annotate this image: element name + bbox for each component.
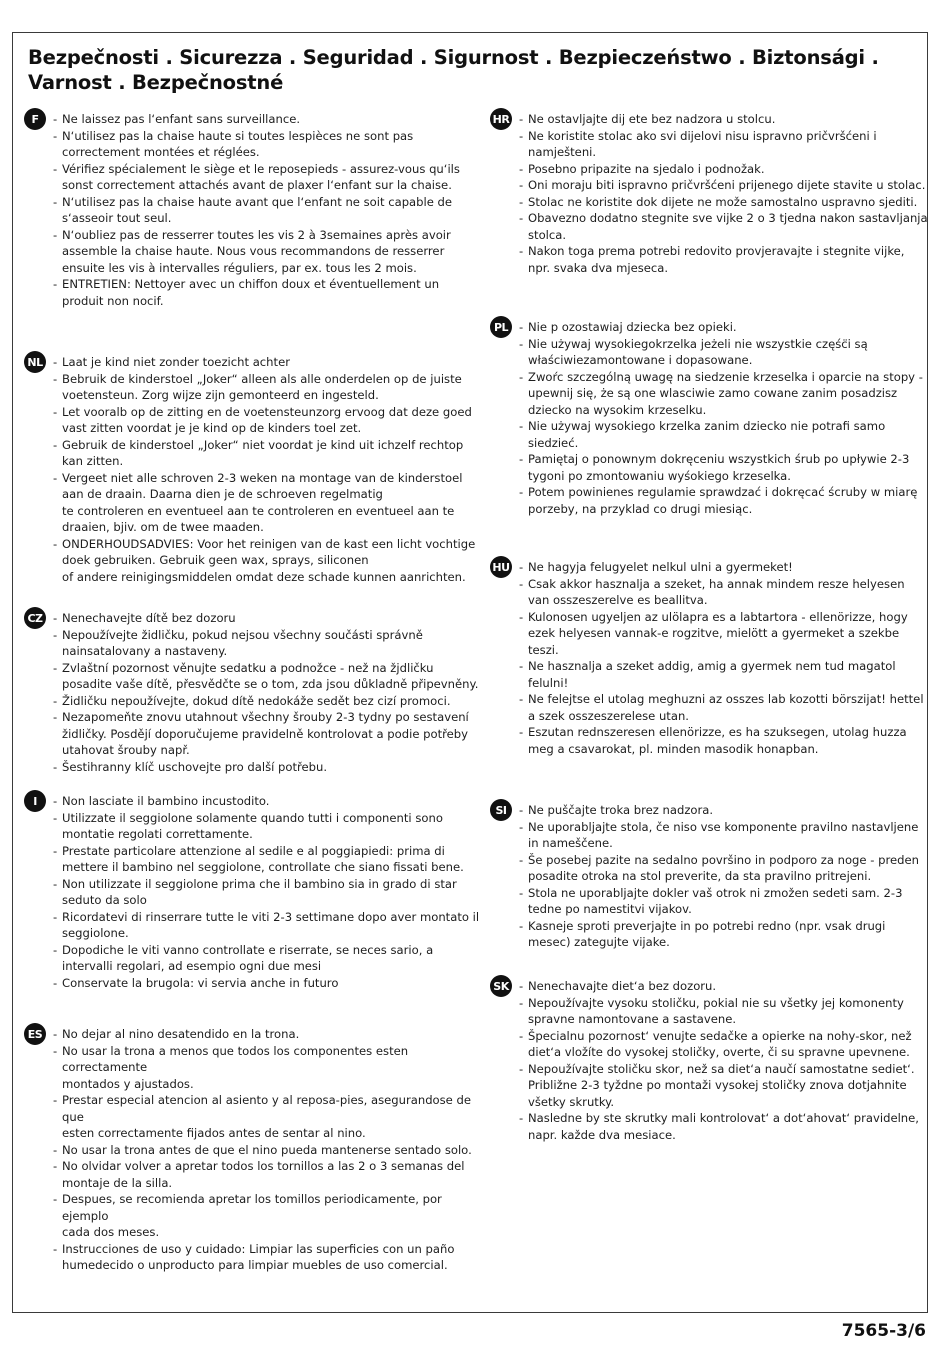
list-item: - Vergeet niet alle schroven 2-3 weken na montage van de kinderstoel aan de draain. Daarna dien je de schroeven regelmatig bbox=[54, 470, 484, 503]
list-item: - Špecialnu pozornost‘ venujte sedačke a opierke na nohy-skor, než diet‘a vložíte do vysokej stoličky, overte, či su spravne upevnene. bbox=[520, 1028, 928, 1061]
list-item: - Stolac ne koristite dok dijete ne može samostalno uspravno sjediti. bbox=[520, 194, 928, 211]
list-item: montados y ajustados. bbox=[62, 1076, 194, 1091]
instruction-list bbox=[520, 978, 928, 1143]
instruction-list bbox=[520, 802, 928, 951]
list-item: - N‘utilisez pas la chaise haute avant que l‘enfant ne soit capable de s‘asseoir tout seul. bbox=[54, 194, 484, 227]
list-item: - Zwoŕc szczególną uwagę na siedzenie krzeselka i oparcie na stopy - upewnij się, że są one wlasciwie zamo cowane zanim posadzisz dziecko na wysokim krzeselku. bbox=[520, 369, 928, 419]
list-item: - ONDERHOUDSADVIES: Voor het reinigen van de kast een licht vochtige doek gebruiken. Gebruik geen wax, sprays, siliconen bbox=[54, 536, 484, 569]
list-item: - Prestate particolare attenzione al sedile e al poggiapiedi: prima di mettere il bambino nel seggiolone, controllate che siano fissati bene. bbox=[54, 843, 484, 876]
list-item: esten correctamente fijados antes de sentar al nino. bbox=[62, 1126, 366, 1140]
list-item: - Non utilizzate il seggiolone prima che il bambino sia in grado di star seduto da solo bbox=[54, 876, 484, 909]
list-item: - Eszutan rednszeresen ellenörizze, es ha szuksegen, utolag huzza meg a csavarokat, pl. minden masodik honapban. bbox=[520, 724, 928, 757]
list-item: - Vérifiez spécialement le siège et le reposepieds - assurez-vous qu‘ils sonst correctement attachés avant de plaxer l‘enfant sur la chaise. bbox=[54, 161, 484, 194]
instruction-list bbox=[54, 111, 484, 309]
instruction-list bbox=[54, 354, 484, 585]
list-item: - Ne hasznalja a szeket addig, amig a gyermek nem tud magatol felulni! bbox=[520, 658, 928, 691]
language-badge: SI bbox=[490, 799, 512, 821]
list-item: - Kulonosen ugyeljen az ulölapra es a labtartora - ellenörizze, hogy ezek helyesen vannak-e rogzitve, mielött a gyermeket a szekbe teszi. bbox=[520, 609, 928, 659]
instruction-list bbox=[54, 1026, 484, 1274]
list-item: - Ne koristite stolac ako svi dijelovi nisu ispravno pričvršćeni i namješteni. bbox=[520, 128, 928, 161]
list-item: - Csak akkor hasznalja a szeket, ha annak mindem resze helyesen van osszeszerelve es beallitva. bbox=[520, 576, 928, 609]
language-badge: SK bbox=[490, 975, 512, 997]
list-item: - Ne hagyja felugyelet nelkul ulni a gyermeket! bbox=[520, 559, 928, 576]
list-item: cada dos meses. bbox=[62, 1225, 160, 1239]
list-item: - Nenechavejte dítě bez dozoru bbox=[54, 610, 484, 627]
list-item: - Nezapomeňte znovu utahnout všechny šrouby 2-3 tydny po sestavení židličky. Posdějí doporučujeme pravidelně kontrolovat a podie potřeby utahovat šrouby např. bbox=[54, 709, 484, 759]
instruction-list bbox=[520, 319, 928, 517]
list-item: - Bebruik de kinderstoel „Joker“ alleen als alle onderdelen op de juiste voetensteun. Zorg wijze zijn gemonteerd en ingesteld. bbox=[54, 371, 484, 404]
list-item: - Nie używaj wysokiegokrzelka jeżeli nie wszystkie częśc̈i są właściwiezamontowane i dopasowane. bbox=[520, 336, 928, 369]
list-item: - Zvlaštní pozornost věnujte sedatku a podnožce - než na žjdličku posadite vaše dítě, přesvědčte se o tom, zda jsou důkladně připevněny. bbox=[54, 660, 484, 693]
list-item: te controleren en eventueel aan te controleren en eventueel aan te draaien, bjiv. om de twee maaden. bbox=[62, 503, 455, 534]
list-item: - Instrucciones de uso y cuidado: Limpiar las superficies con un paño humedecido o unproducto para limpiar muebles de uso comercial. bbox=[54, 1241, 484, 1274]
list-item: - Posebno pripazite na sjedalo i podnožak. bbox=[520, 161, 928, 178]
list-item: - Ne ostavljajte dij ete bez nadzora u stolcu. bbox=[520, 111, 928, 128]
list-item: - Dopodiche le viti vanno controllate e riserrate, se neces sario, a intervalli regolari, ad esempio ogni due mesi bbox=[54, 942, 484, 975]
list-item: - ENTRETIEN: Nettoyer avec un chiffon doux et éventuellement un produit non nocif. bbox=[54, 276, 484, 309]
list-item: - Nepoužívajte vysoku stoličku, pokial nie su všetky jej komonenty spravne namontovane a sastavene. bbox=[520, 995, 928, 1028]
list-item: - Nakon toga prema potrebi redovito provjeravajte i stegnite vijke, npr. svaka dva mjeseca. bbox=[520, 243, 928, 276]
list-item: - Židličku nepoužívejte, dokud dítě nedokáže sedět bez cizí promoci. bbox=[54, 693, 484, 710]
instruction-list bbox=[520, 111, 928, 276]
list-item: - Potem powinienes regulamie sprawdzać i dokręcać ścruby w miarę porzeby, na przyklad co drugi miesiąc. bbox=[520, 484, 928, 517]
list-item: - N‘utilisez pas la chaise haute si toutes lespièces ne sont pas correctement montées et réglées. bbox=[54, 128, 484, 161]
language-badge: HU bbox=[490, 556, 512, 578]
list-item: - Nie używaj wysokiego krzelka zanim dziecko nie potrafi samo siedzieć. bbox=[520, 418, 928, 451]
list-item: - Ne felejtse el utolag meghuzni az osszes lab kozotti börszijat! hettel a szek osszeszerelese utan. bbox=[520, 691, 928, 724]
language-badge: CZ bbox=[24, 607, 46, 629]
list-item: - Prestar especial atencion al asiento y al reposa-pies, asegurandose de que bbox=[54, 1092, 484, 1125]
list-item: - Pamiętaj o ponownym dokręceniu wszystkich śrub po upływie 2-3 tygoni po zmontowaniu wyśokiego krzeselka. bbox=[520, 451, 928, 484]
list-item: - Stola ne uporabljajte dokler vaš otrok ni zmožen sedeti sam. 2-3 tedne po namestitvi vijakov. bbox=[520, 885, 928, 918]
list-item: - Obavezno dodatno stegnite sve vijke 2 o 3 tjedna nakon sastavljanja stolca. bbox=[520, 210, 928, 243]
list-item: - Laat je kind niet zonder toezicht achter bbox=[54, 354, 484, 371]
instruction-list bbox=[54, 793, 484, 991]
instruction-list bbox=[520, 559, 928, 757]
language-badge: HR bbox=[490, 108, 512, 130]
list-item: - Ne uporabljajte stola, če niso vse komponente pravilno nastavljene in nameščene. bbox=[520, 819, 928, 852]
list-item: - Ne laissez pas l‘enfant sans surveillance. bbox=[54, 111, 484, 128]
list-item: - Kasneje sproti preverjajte in po potrebi redno (npr. vsak drugi mesec) zategujte vijake. bbox=[520, 918, 928, 951]
list-item: - Utilizzate il seggiolone solamente quando tutti i componenti sono montatie regolati correttamente. bbox=[54, 810, 484, 843]
list-item: - No dejar al nino desatendido en la trona. bbox=[54, 1026, 484, 1043]
list-item: - Despues, se recomienda apretar los tomillos periodicamente, por ejemplo bbox=[54, 1191, 484, 1224]
list-item: - No usar la trona antes de que el nino pueda mantenerse sentado solo. bbox=[54, 1142, 484, 1159]
list-item: - Šestihranny klíč uschovejte pro další potřebu. bbox=[54, 759, 484, 776]
language-badge: I bbox=[24, 790, 46, 812]
list-item: - No olvidar volver a apretar todos los tornillos a las 2 o 3 semanas del montaje de la silla. bbox=[54, 1158, 484, 1191]
list-item: - Gebruik de kinderstoel „Joker“ niet voordat je kind uit ichzelf rechtop kan zitten. bbox=[54, 437, 484, 470]
list-item: - Conservate la brugola: vi servia anche in futuro bbox=[54, 975, 484, 992]
list-item: - Let vooralb op de zitting en de voetensteunzorg ervoog dat deze goed vast zitten voordat je je kind op de kinders toel zet. bbox=[54, 404, 484, 437]
list-item: - Še posebej pazite na sedalno površino in podporo za noge - preden posadite otroka na stol preverite, da sta pravilno pritrejeni. bbox=[520, 852, 928, 885]
list-item: of andere reinigingsmiddelen omdat deze schade kunnen aanrichten. bbox=[62, 569, 466, 584]
list-item: - Ne puščajte troka brez nadzora. bbox=[520, 802, 928, 819]
page-number: 7565-3/6 bbox=[841, 1321, 926, 1341]
page-title: Bezpečnosti . Sicurezza . Seguridad . Sigurnost . Bezpieczeństwo . Biztonsági . Varnost . Bezpečnostné bbox=[28, 46, 879, 94]
list-item: - Nepoužívejte židličku, pokud nejsou všechny součásti správně nainsatalovany a nastaveny. bbox=[54, 627, 484, 660]
list-item: - Nasledne by ste skrutky mali kontrolovat‘ a dot‘ahovat‘ pravidelne, napr. každe dva mesiace. bbox=[520, 1110, 928, 1143]
list-item: - Nie p ozostawiaj dziecka bez opieki. bbox=[520, 319, 928, 336]
language-badge: NL bbox=[24, 351, 46, 373]
language-badge: PL bbox=[490, 316, 512, 338]
list-item: - Nepoužívajte stoličku skor, než sa diet‘a naučí samostatne sediet‘. Približne 2-3 tyždne po montaži vysokej stoličky znova dotjahnite všetky skrutky. bbox=[520, 1061, 928, 1111]
language-badge: ES bbox=[24, 1023, 46, 1045]
list-item: - Ricordatevi di rinserrare tutte le viti 2-3 settimane dopo aver montato il seggiolone. bbox=[54, 909, 484, 942]
list-item: - Oni moraju biti ispravno pričvršćeni prijenego dijete stavite u stolac. bbox=[520, 177, 928, 194]
instruction-list bbox=[54, 610, 484, 775]
list-item: - N‘oubliez pas de resserrer toutes les vis 2 à 3semaines après avoir assemble la chaise haute. Nous vous recommandons de resserrer ensuite les vis à intervalles réguliers, par ex. tous les 2 mois. bbox=[54, 227, 484, 277]
list-item: - Non lasciate il bambino incustodito. bbox=[54, 793, 484, 810]
list-item: - Nenechavajte diet‘a bez dozoru. bbox=[520, 978, 928, 995]
language-badge: F bbox=[24, 108, 46, 130]
list-item: - No usar la trona a menos que todos los componentes esten correctamente bbox=[54, 1043, 484, 1076]
